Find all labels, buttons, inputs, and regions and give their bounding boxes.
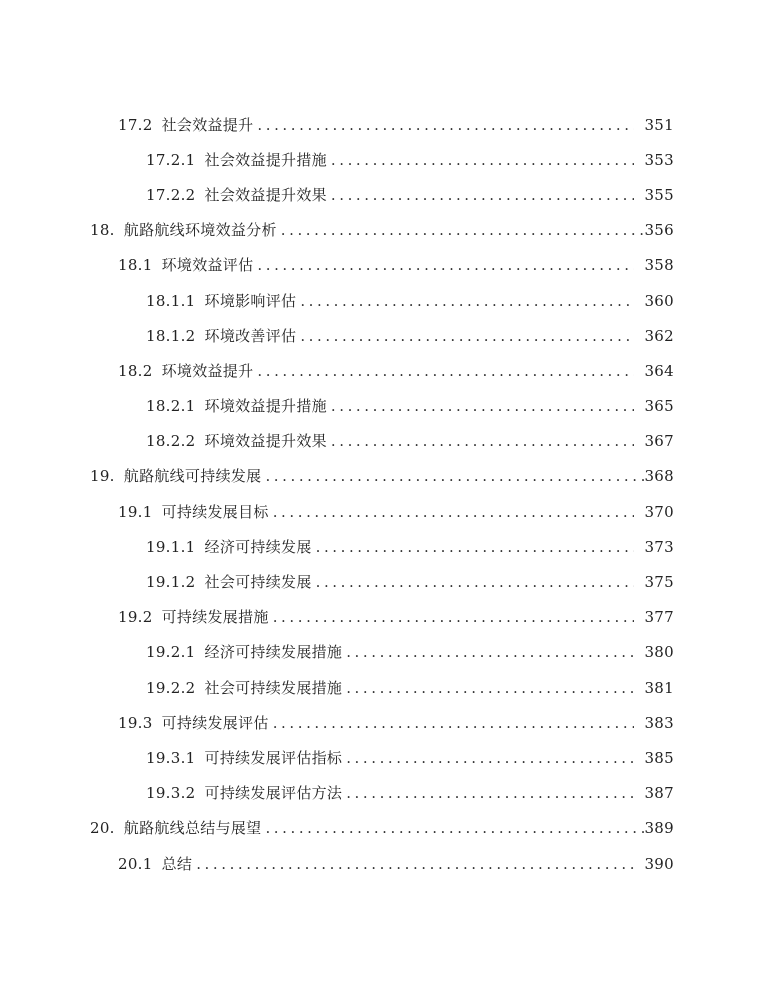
toc-entry-number: 19.3.1: [146, 748, 196, 767]
toc-entry-number: 19.1: [118, 502, 153, 521]
toc-entry-number: 19.2.1: [146, 643, 196, 662]
toc-entry-number: 20.1: [118, 854, 153, 873]
toc-entry-page-number: 370: [644, 502, 674, 521]
toc-entry[interactable]: [0, 389, 765, 424]
toc-entry-title: 经济可持续发展: [204, 537, 312, 556]
toc-entry-page-number: 375: [644, 573, 674, 592]
toc-entry[interactable]: [0, 564, 765, 599]
toc-entry-page-number: 353: [644, 150, 674, 169]
toc-entry-title: 航路航线可持续发展: [123, 467, 262, 486]
toc-entry-page-number: 380: [644, 643, 674, 662]
toc-entry-page-number: 381: [644, 678, 674, 697]
toc-entry-title: 环境效益提升措施: [204, 397, 327, 416]
dot-leader: [316, 572, 635, 592]
dot-leader: [257, 361, 634, 381]
toc-entry[interactable]: [0, 353, 765, 388]
toc-entry-number: 18.1.2: [146, 326, 196, 345]
toc-entry-page-number: 377: [644, 608, 674, 627]
toc-entry-page-number: 362: [644, 326, 674, 345]
toc-entry[interactable]: [0, 529, 765, 564]
toc-entry-page-number: 364: [644, 361, 674, 380]
toc-entry-number: 17.2.2: [146, 185, 196, 204]
toc-entry-number: 19.2: [118, 608, 153, 627]
toc-entry[interactable]: [0, 705, 765, 740]
toc-entry-title: 环境影响评估: [204, 291, 297, 310]
toc-entry-title: 社会效益提升措施: [204, 150, 327, 169]
toc-entry-title: 社会可持续发展措施: [204, 678, 343, 697]
toc-entry-page-number: 389: [644, 819, 674, 838]
toc-entry-page-number: 383: [644, 713, 674, 732]
toc-entry[interactable]: [0, 318, 765, 353]
dot-leader: [265, 466, 644, 486]
toc-entry[interactable]: [0, 670, 765, 705]
toc-entry[interactable]: [0, 846, 765, 881]
dot-leader: [316, 537, 635, 557]
dot-leader: [346, 783, 634, 803]
dot-leader: [331, 150, 635, 170]
dot-leader: [300, 291, 634, 311]
toc-entry[interactable]: [0, 248, 765, 283]
toc-entry-page-number: 385: [644, 748, 674, 767]
toc-entry-page-number: 387: [644, 784, 674, 803]
toc-entry-title: 环境效益提升: [161, 361, 254, 380]
toc-entry[interactable]: [0, 177, 765, 212]
toc-entry-title: 可持续发展评估: [161, 713, 269, 732]
toc-entry-title: 社会可持续发展: [204, 573, 312, 592]
toc-entry-title: 总结: [161, 854, 193, 873]
toc-entry[interactable]: [0, 776, 765, 811]
toc-entry-title: 环境改善评估: [204, 326, 297, 345]
table-of-contents: [0, 107, 765, 881]
toc-entry-title: 环境效益提升效果: [204, 432, 327, 451]
dot-leader: [346, 678, 634, 698]
toc-entry-page-number: 367: [644, 432, 674, 451]
toc-entry-page-number: 356: [644, 221, 674, 240]
toc-entry[interactable]: [0, 213, 765, 248]
toc-entry-number: 17.2.1: [146, 150, 196, 169]
dot-leader: [273, 607, 635, 627]
toc-entry[interactable]: [0, 459, 765, 494]
toc-entry-number: 20.: [90, 819, 115, 838]
toc-entry-number: 18.1.1: [146, 291, 196, 310]
toc-entry-number: 19.2.2: [146, 678, 196, 697]
toc-entry-page-number: 390: [644, 854, 674, 873]
toc-entry-page-number: 368: [644, 467, 674, 486]
toc-entry-title: 可持续发展措施: [161, 608, 269, 627]
dot-leader: [273, 713, 635, 733]
dot-leader: [257, 255, 634, 275]
dot-leader: [346, 642, 634, 662]
toc-entry-number: 18.: [90, 221, 115, 240]
toc-entry-title: 航路航线环境效益分析: [123, 221, 277, 240]
toc-entry[interactable]: [0, 740, 765, 775]
toc-entry-title: 可持续发展目标: [161, 502, 269, 521]
toc-entry[interactable]: [0, 424, 765, 459]
dot-leader: [300, 326, 634, 346]
toc-entry-page-number: 351: [644, 115, 674, 134]
dot-leader: [331, 396, 635, 416]
dot-leader: [273, 502, 635, 522]
toc-entry-page-number: 360: [644, 291, 674, 310]
toc-entry-number: 18.1: [118, 256, 153, 275]
toc-entry-title: 环境效益评估: [161, 256, 254, 275]
dot-leader: [331, 185, 635, 205]
dot-leader: [196, 854, 634, 874]
toc-entry-number: 19.3: [118, 713, 153, 732]
toc-entry-number: 18.2.1: [146, 397, 196, 416]
toc-entry[interactable]: [0, 494, 765, 529]
dot-leader: [257, 115, 634, 135]
toc-entry-number: 17.2: [118, 115, 153, 134]
toc-entry-title: 社会效益提升效果: [204, 185, 327, 204]
toc-entry-number: 19.3.2: [146, 784, 196, 803]
toc-entry[interactable]: [0, 600, 765, 635]
toc-entry-page-number: 355: [644, 185, 674, 204]
toc-entry-number: 18.2.2: [146, 432, 196, 451]
toc-entry-number: 19.1.2: [146, 573, 196, 592]
toc-entry-title: 可持续发展评估方法: [204, 784, 343, 803]
dot-leader: [281, 220, 645, 240]
toc-entry[interactable]: [0, 107, 765, 142]
dot-leader: [346, 748, 634, 768]
toc-entry[interactable]: [0, 142, 765, 177]
toc-entry-number: 18.2: [118, 361, 153, 380]
toc-entry-number: 19.1.1: [146, 537, 196, 556]
dot-leader: [331, 431, 635, 451]
toc-entry-page-number: 365: [644, 397, 674, 416]
toc-entry-number: 19.: [90, 467, 115, 486]
toc-entry[interactable]: [0, 811, 765, 846]
toc-entry-page-number: 358: [644, 256, 674, 275]
toc-entry-title: 航路航线总结与展望: [123, 819, 262, 838]
toc-entry-page-number: 373: [644, 537, 674, 556]
toc-entry-title: 社会效益提升: [161, 115, 254, 134]
toc-entry[interactable]: [0, 635, 765, 670]
dot-leader: [265, 818, 644, 838]
toc-entry-title: 可持续发展评估指标: [204, 748, 343, 767]
toc-entry-title: 经济可持续发展措施: [204, 643, 343, 662]
toc-entry[interactable]: [0, 283, 765, 318]
